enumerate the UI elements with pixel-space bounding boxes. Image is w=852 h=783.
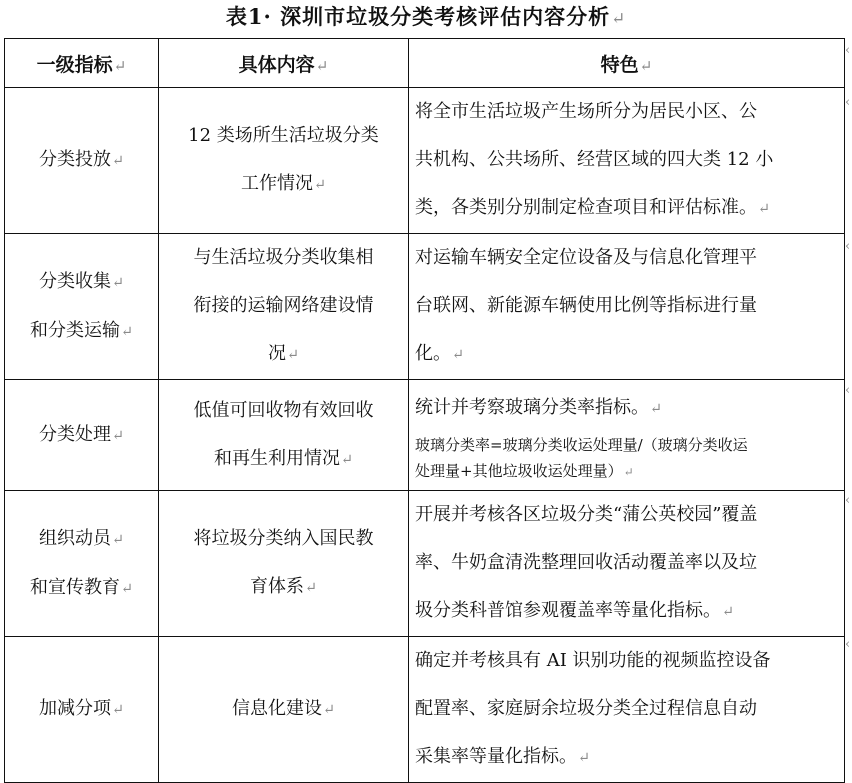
- feature-cell: 开展并考核各区垃圾分类“蒲公英校园”覆盖 率、牛奶盒清洗整理回收活动覆盖率以及垃 圾分类科普馆参观覆盖率等量化指标。↵: [409, 491, 845, 637]
- table-row: [5, 234, 845, 380]
- header-indicator: 一级指标↵: [5, 39, 159, 88]
- table-row: [5, 380, 845, 491]
- table-row: [5, 88, 845, 234]
- table-row: [5, 637, 845, 783]
- header-content: 具体内容↵: [159, 39, 409, 88]
- caption-label: 表1: [225, 4, 264, 29]
- indicator-cell: 加减分项↵: [5, 637, 159, 783]
- content-cell: 信息化建设↵: [159, 637, 409, 783]
- row-end-mark-icon: ‹: [845, 383, 851, 398]
- row-end-mark-icon: ‹: [845, 95, 851, 110]
- table-caption: [0, 2, 852, 33]
- indicator-cell: 分类收集↵ 和分类运输↵: [5, 234, 159, 380]
- content-cell: 低值可回收物有效回收 和再生利用情况↵: [159, 380, 409, 491]
- feature-cell: 确定并考核具有 AI 识别功能的视频监控设备 配置率、家庭厨余垃圾分类全过程信息自动 采集率等量化指标。↵: [409, 637, 845, 783]
- table-row: [5, 491, 845, 637]
- indicator-cell: 分类投放↵: [5, 88, 159, 234]
- indicator-cell: 组织动员↵ 和宣传教育↵: [5, 491, 159, 637]
- caption-title: · 深圳市垃圾分类考核评估内容分析: [263, 4, 611, 29]
- indicator-cell: 分类处理↵: [5, 380, 159, 491]
- header-row: [5, 39, 845, 88]
- feature-cell: 统计并考察玻璃分类率指标。↵ 玻璃分类率=玻璃分类收运处理量/（玻璃分类收运 处理量+其他垃圾收运处理量）↵: [409, 380, 845, 491]
- content-cell: 与生活垃圾分类收集相 衔接的运输网络建设情 况↵: [159, 234, 409, 380]
- content-cell: 12 类场所生活垃圾分类 工作情况↵: [159, 88, 409, 234]
- row-end-mark-icon: ‹: [845, 43, 851, 58]
- row-end-mark-icon: ‹: [845, 493, 851, 508]
- header-feature: 特色↵: [409, 39, 845, 88]
- row-end-mark-icon: ‹: [845, 239, 851, 254]
- formula-text: 玻璃分类率=玻璃分类收运处理量/（玻璃分类收运 处理量+其他垃圾收运处理量）↵: [415, 436, 748, 480]
- row-end-mark-icon: ‹: [845, 637, 851, 652]
- content-cell: 将垃圾分类纳入国民教 育体系↵: [159, 491, 409, 637]
- paragraph-mark-icon: ↵: [611, 8, 627, 28]
- feature-cell: 对运输车辆安全定位设备及与信息化管理平 台联网、新能源车辆使用比例等指标进行量 化。↵: [409, 234, 845, 380]
- evaluation-table: [4, 38, 845, 783]
- feature-cell: 将全市生活垃圾产生场所分为居民小区、公 共机构、公共场所、经营区域的四大类 12 小 类，各类别分别制定检查项目和评估标准。↵: [409, 88, 845, 234]
